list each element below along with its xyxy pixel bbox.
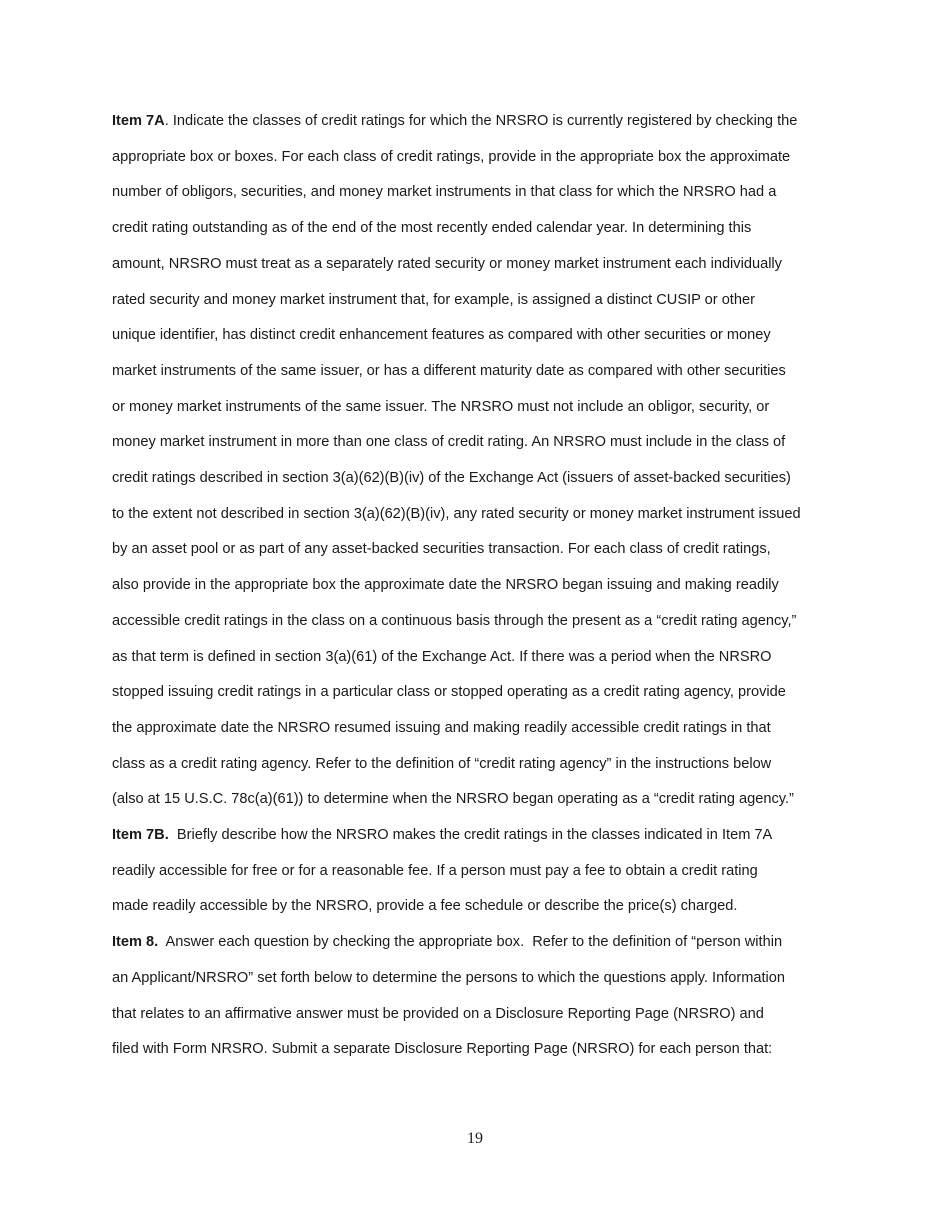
- item-7a-line: money market instrument in more than one class of credit rating. An NRSRO must include in the class of: [112, 434, 786, 451]
- item-7a-line: also provide in the appropriate box the approximate date the NRSRO began issuing and making readily: [112, 577, 779, 594]
- item-7a-label: Item 7A: [112, 113, 165, 129]
- item-7a-line: market instruments of the same issuer, or has a different maturity date as compared with other securities: [112, 362, 786, 379]
- item-7a-line: as that term is defined in section 3(a)(61) of the Exchange Act. If there was a period when the NRSRO: [112, 648, 772, 665]
- item-7a-line: number of obligors, securities, and money market instruments in that class for which the NRSRO had a: [112, 184, 777, 201]
- item-7a-line: stopped issuing credit ratings in a particular class or stopped operating as a credit rating agency, provide: [112, 684, 786, 701]
- item-7a-line: appropriate box or boxes. For each class of credit ratings, provide in the appropriate box the approximate: [112, 148, 791, 165]
- item-7b-line: made readily accessible by the NRSRO, provide a fee schedule or describe the price(s) charged.: [112, 898, 738, 915]
- item-7b-label: Item 7B.: [112, 827, 169, 844]
- item-7a-line: by an asset pool or as part of any asset-backed securities transaction. For each class of credit ratings,: [112, 541, 771, 558]
- item-8-line: that relates to an affirmative answer must be provided on a Disclosure Reporting Page (NRSRO) and: [112, 1005, 764, 1022]
- item-7a-line: the approximate date the NRSRO resumed issuing and making readily accessible credit ratings in that: [112, 719, 771, 736]
- item-7a-line: rated security and money market instrument that, for example, is assigned a distinct CUSIP or other: [112, 291, 755, 308]
- body-text: [112, 104, 842, 1068]
- item-7a-line: Item 7A. Indicate the classes of credit ratings for which the NRSRO is currently registered by checking the: [112, 113, 798, 129]
- item-7a-line: credit ratings described in section 3(a)(62)(B)(iv) of the Exchange Act (issuers of asset-backed securities): [112, 470, 791, 487]
- item-8-line: filed with Form NRSRO. Submit a separate Disclosure Reporting Page (NRSRO) for each person that:: [112, 1041, 773, 1058]
- item-8-line: Item 8. Answer each question by checking the appropriate box. Refer to the definition of “person within: [112, 934, 783, 951]
- item-7a-line: unique identifier, has distinct credit enhancement features as compared with other securities or money: [112, 327, 771, 344]
- page-number: 19: [467, 1130, 483, 1147]
- item-7a-line: credit rating outstanding as of the end of the most recently ended calendar year. In determining this: [112, 220, 752, 237]
- item-7a-line: class as a credit rating agency. Refer to the definition of “credit rating agency” in the instructions below: [112, 755, 772, 772]
- item-7a-line: accessible credit ratings in the class on a continuous basis through the present as a “credit rating agency,”: [112, 612, 797, 629]
- item-8-label: Item 8.: [112, 934, 159, 951]
- item-7b-line: Item 7B. Briefly describe how the NRSRO makes the credit ratings in the classes indicated in Item 7A: [112, 827, 773, 844]
- item-8-line: an Applicant/NRSRO” set forth below to determine the persons to which the questions apply. Information: [112, 969, 786, 986]
- item-7b-line: readily accessible for free or for a reasonable fee. If a person must pay a fee to obtain a credit rating: [112, 862, 758, 879]
- item-7a-line: amount, NRSRO must treat as a separately rated security or money market instrument each individually: [112, 255, 782, 272]
- item-7a-line: or money market instruments of the same issuer. The NRSRO must not include an obligor, security, or: [112, 398, 770, 415]
- item-7a-line: (also at 15 U.S.C. 78c(a)(61)) to determine when the NRSRO began operating as a “credit rating agency.”: [112, 791, 794, 808]
- item-7a-line: to the extent not described in section 3(a)(62)(B)(iv), any rated security or money market instrument issued: [112, 505, 801, 522]
